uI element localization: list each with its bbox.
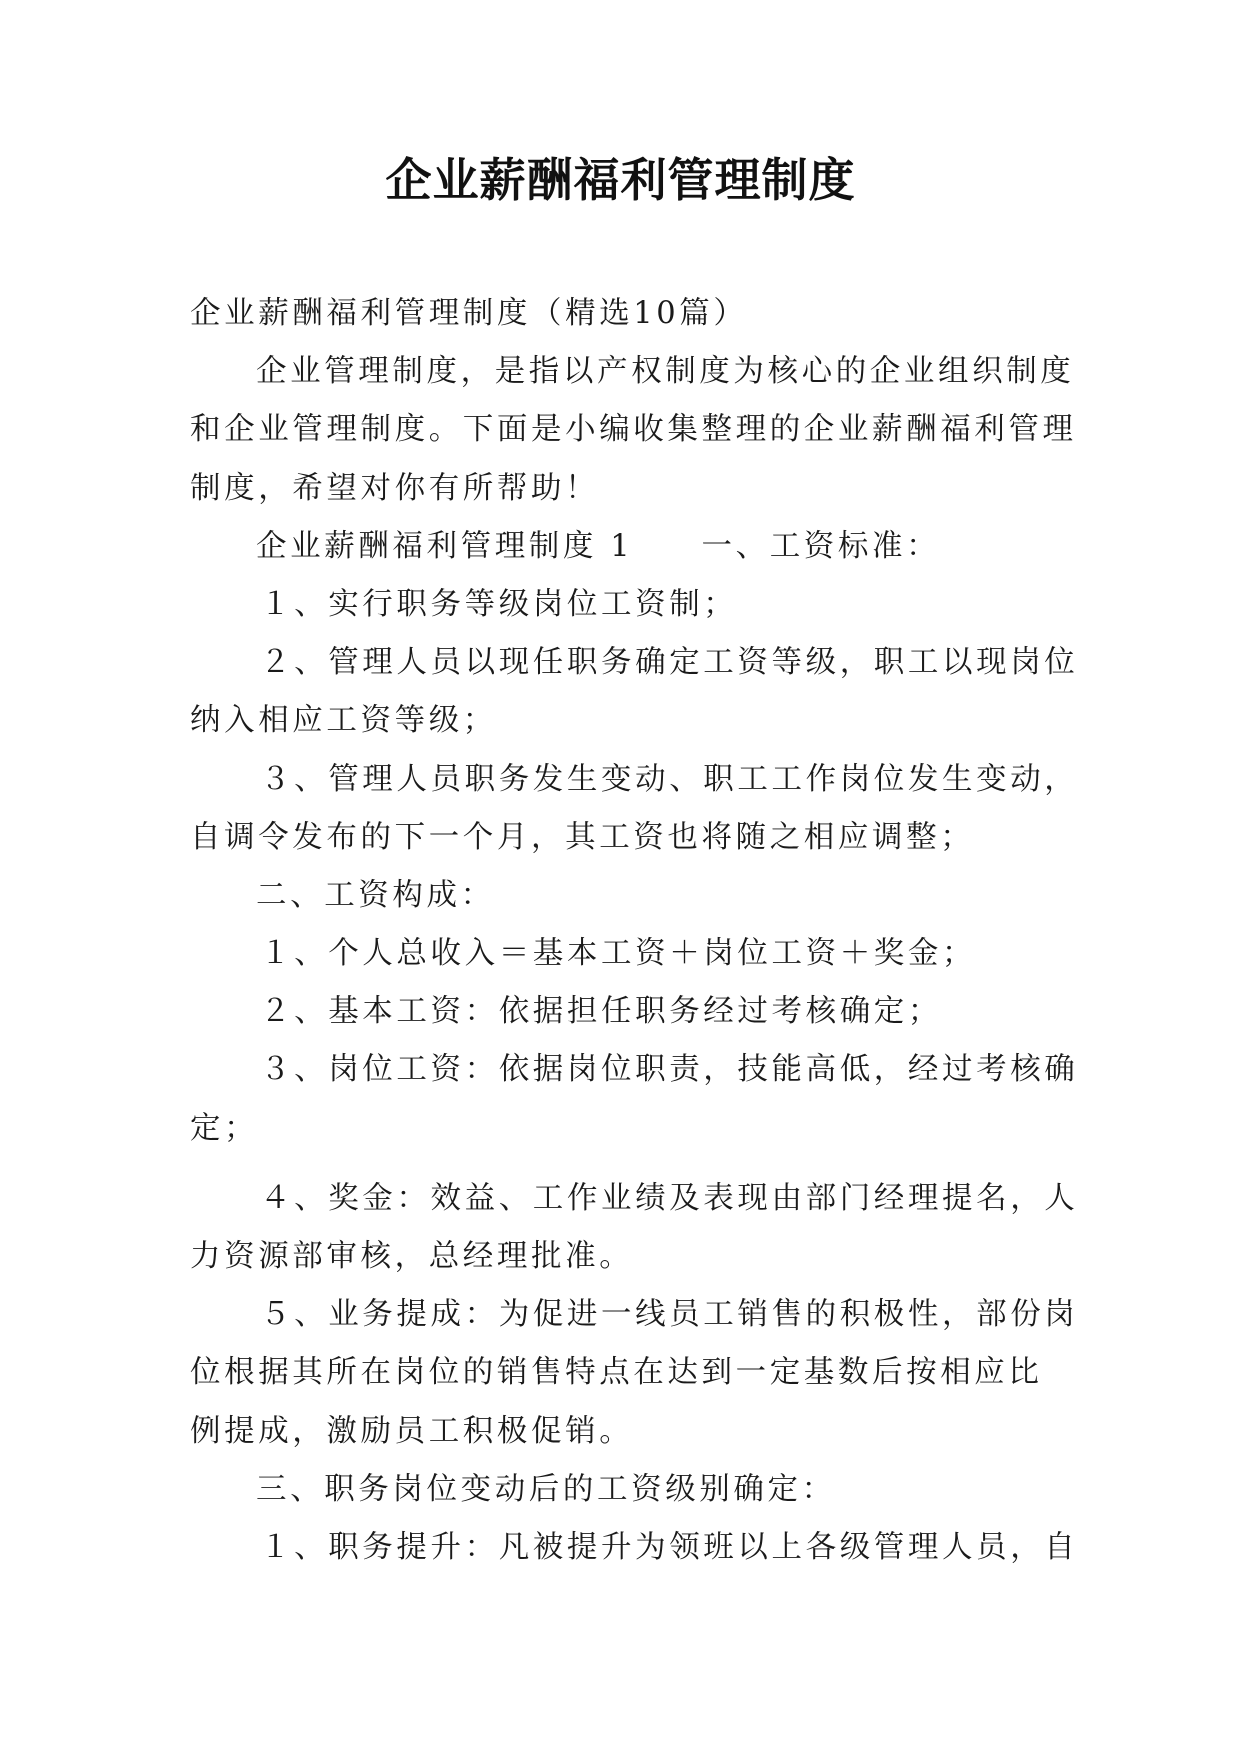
paragraph-line: 力资源部审核，总经理批准。 (190, 1239, 634, 1274)
paragraph-line: 定； (190, 1110, 259, 1146)
paragraph-line: 和企业管理制度。下面是小编收集整理的企业薪酬福利管理 (190, 412, 1077, 448)
paragraph-line: ２、管理人员以现任职务确定工资等级，职工以现岗位 (260, 645, 1079, 681)
subtitle-line: 企业薪酬福利管理制度（精选10篇） (190, 296, 748, 331)
paragraph-line: 制度，希望对你有所帮助！ (190, 470, 600, 506)
paragraph-line: ３、岗位工资：依据岗位职责，技能高低，经过考核确 (260, 1052, 1079, 1088)
section-heading-line: 企业薪酬福利管理制度 1 一、工资标准： (256, 528, 941, 564)
paragraph-line: 位根据其所在岗位的销售特点在达到一定基数后按相应比 (190, 1355, 1043, 1391)
paragraph-line: ４、奖金：效益、工作业绩及表现由部门经理提名，人 (260, 1180, 1079, 1216)
paragraph-line: 企业管理制度，是指以产权制度为核心的企业组织制度 (256, 354, 1075, 390)
paragraph-line: 纳入相应工资等级； (190, 703, 497, 739)
paragraph-line: １、实行职务等级岗位工资制； (260, 586, 738, 622)
document-title: 企业薪酬福利管理制度 (385, 153, 856, 207)
paragraph-line: 例提成，激励员工积极促销。 (190, 1413, 634, 1449)
paragraph-line: 自调令发布的下一个月，其工资也将随之相应调整； (190, 819, 975, 855)
section-heading-line: 二、工资构成： (256, 877, 495, 913)
section-heading-line: 三、职务岗位变动后的工资级别确定： (256, 1471, 836, 1507)
paragraph-line: １、个人总收入＝基本工资＋岗位工资＋奖金； (260, 936, 977, 972)
paragraph-line: ２、基本工资：依据担任职务经过考核确定； (260, 994, 942, 1030)
paragraph-line: １、职务提升：凡被提升为领班以上各级管理人员，自 (260, 1529, 1079, 1565)
paragraph-line: ５、业务提成：为促进一线员工销售的积极性，部份岗 (260, 1297, 1079, 1333)
paragraph-line: ３、管理人员职务发生变动、职工工作岗位发生变动， (260, 761, 1079, 797)
document-body (190, 285, 1079, 1577)
